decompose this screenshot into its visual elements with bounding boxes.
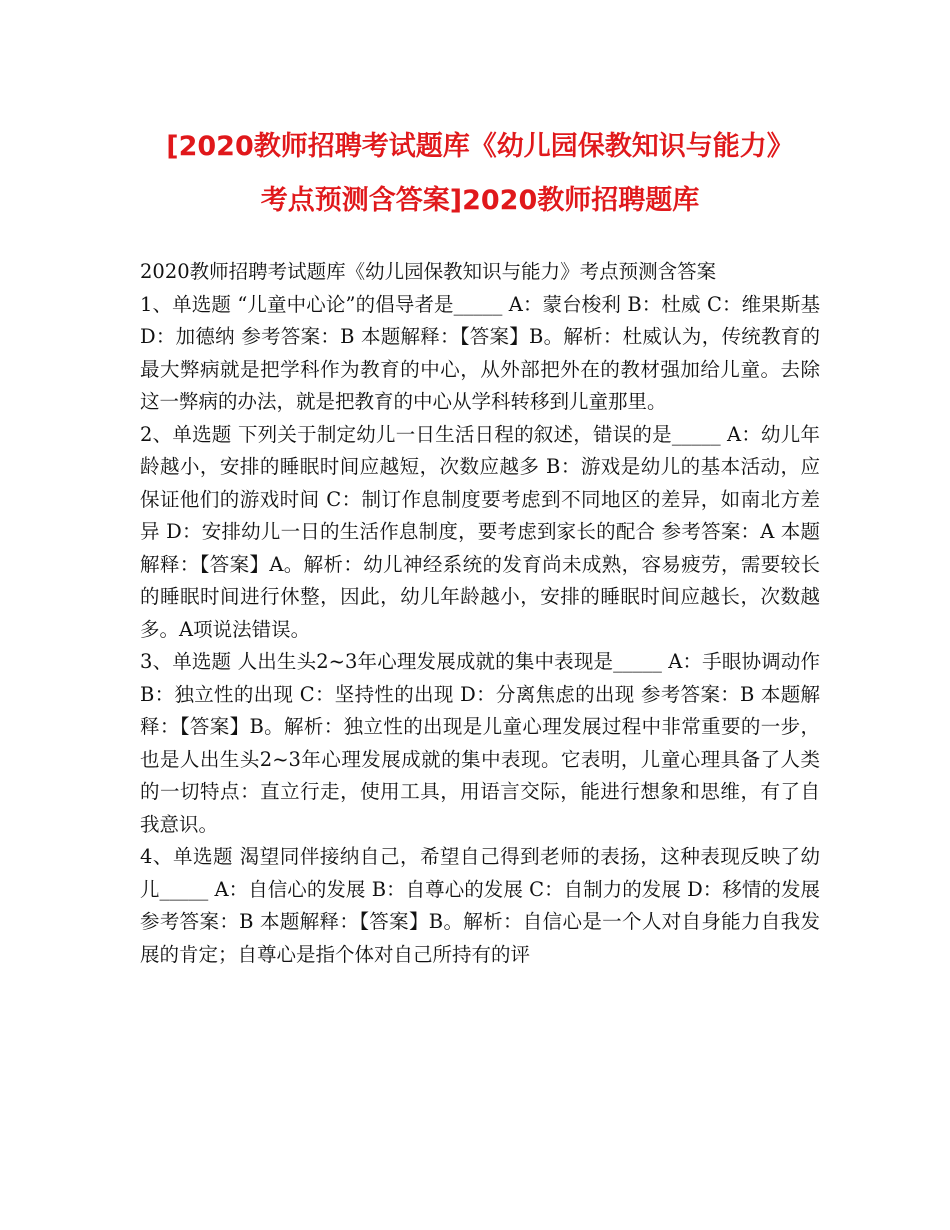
document-body (140, 256, 820, 971)
title-line-1: [2020教师招聘考试题库《幼儿园保教知识与能力》 (166, 131, 794, 162)
intro-paragraph: 2020教师招聘考试题库《幼儿园保教知识与能力》考点预测含答案 (140, 260, 717, 283)
question-2: 2、单选题 下列关于制定幼儿一日生活日程的叙述，错误的是_____ A：幼儿年龄越小，安排的睡眠时间应越短，次数应越多 B：游戏是幼儿的基本活动，应保证他们的游戏时间 C：制订作息制度要考虑到不同地区的差异，如南北方差异 D：安排幼儿一日的生活作息制度，要考虑到家长的配合 参考答案：A 本题解释：【答案】A。解析：幼儿神经系统的发育尚未成熟，容易疲劳，需要较长的睡眠时间进行休整，因此，幼儿年龄越小，安排的睡眠时间应越长，次数越多。A项说法错误。 (140, 422, 820, 641)
document-title (140, 120, 820, 228)
title-line-2: 考点预测含答案]2020教师招聘题库 (260, 185, 700, 216)
question-3: 3、单选题 人出生头2~3年心理发展成就的集中表现是_____ A：手眼协调动作 B：独立性的出现 C：坚持性的出现 D：分离焦虑的出现 参考答案：B 本题解释：【答案】B。解析：独立性的出现是儿童心理发展过程中非常重要的一步，也是人出生头2~3年心理发展成就的集中表现。它表明，儿童心理具备了人类的一切特点：直立行走，使用工具，用语言交际，能进行想象和思维，有了自我意识。 (140, 650, 820, 836)
question-4: 4、单选题 渴望同伴接纳自己，希望自己得到老师的表扬，这种表现反映了幼儿_____ A：自信心的发展 B：自尊心的发展 C：自制力的发展 D：移情的发展 参考答案：B 本题解释：【答案】B。解析：自信心是一个人对自身能力自我发展的肯定；自尊心是指个体对自己所持有的评 (140, 845, 820, 966)
question-1: 1、单选题 “儿童中心论”的倡导者是_____ A：蒙台梭利 B：杜威 C：维果斯基 D：加德纳 参考答案：B 本题解释：【答案】B。解析：杜威认为，传统教育的最大弊病就是把学科作为教育的中心，从外部把外在的教材强加给儿童。去除这一弊病的办法，就是把教育的中心从学科转移到儿童那里。 (140, 292, 820, 413)
